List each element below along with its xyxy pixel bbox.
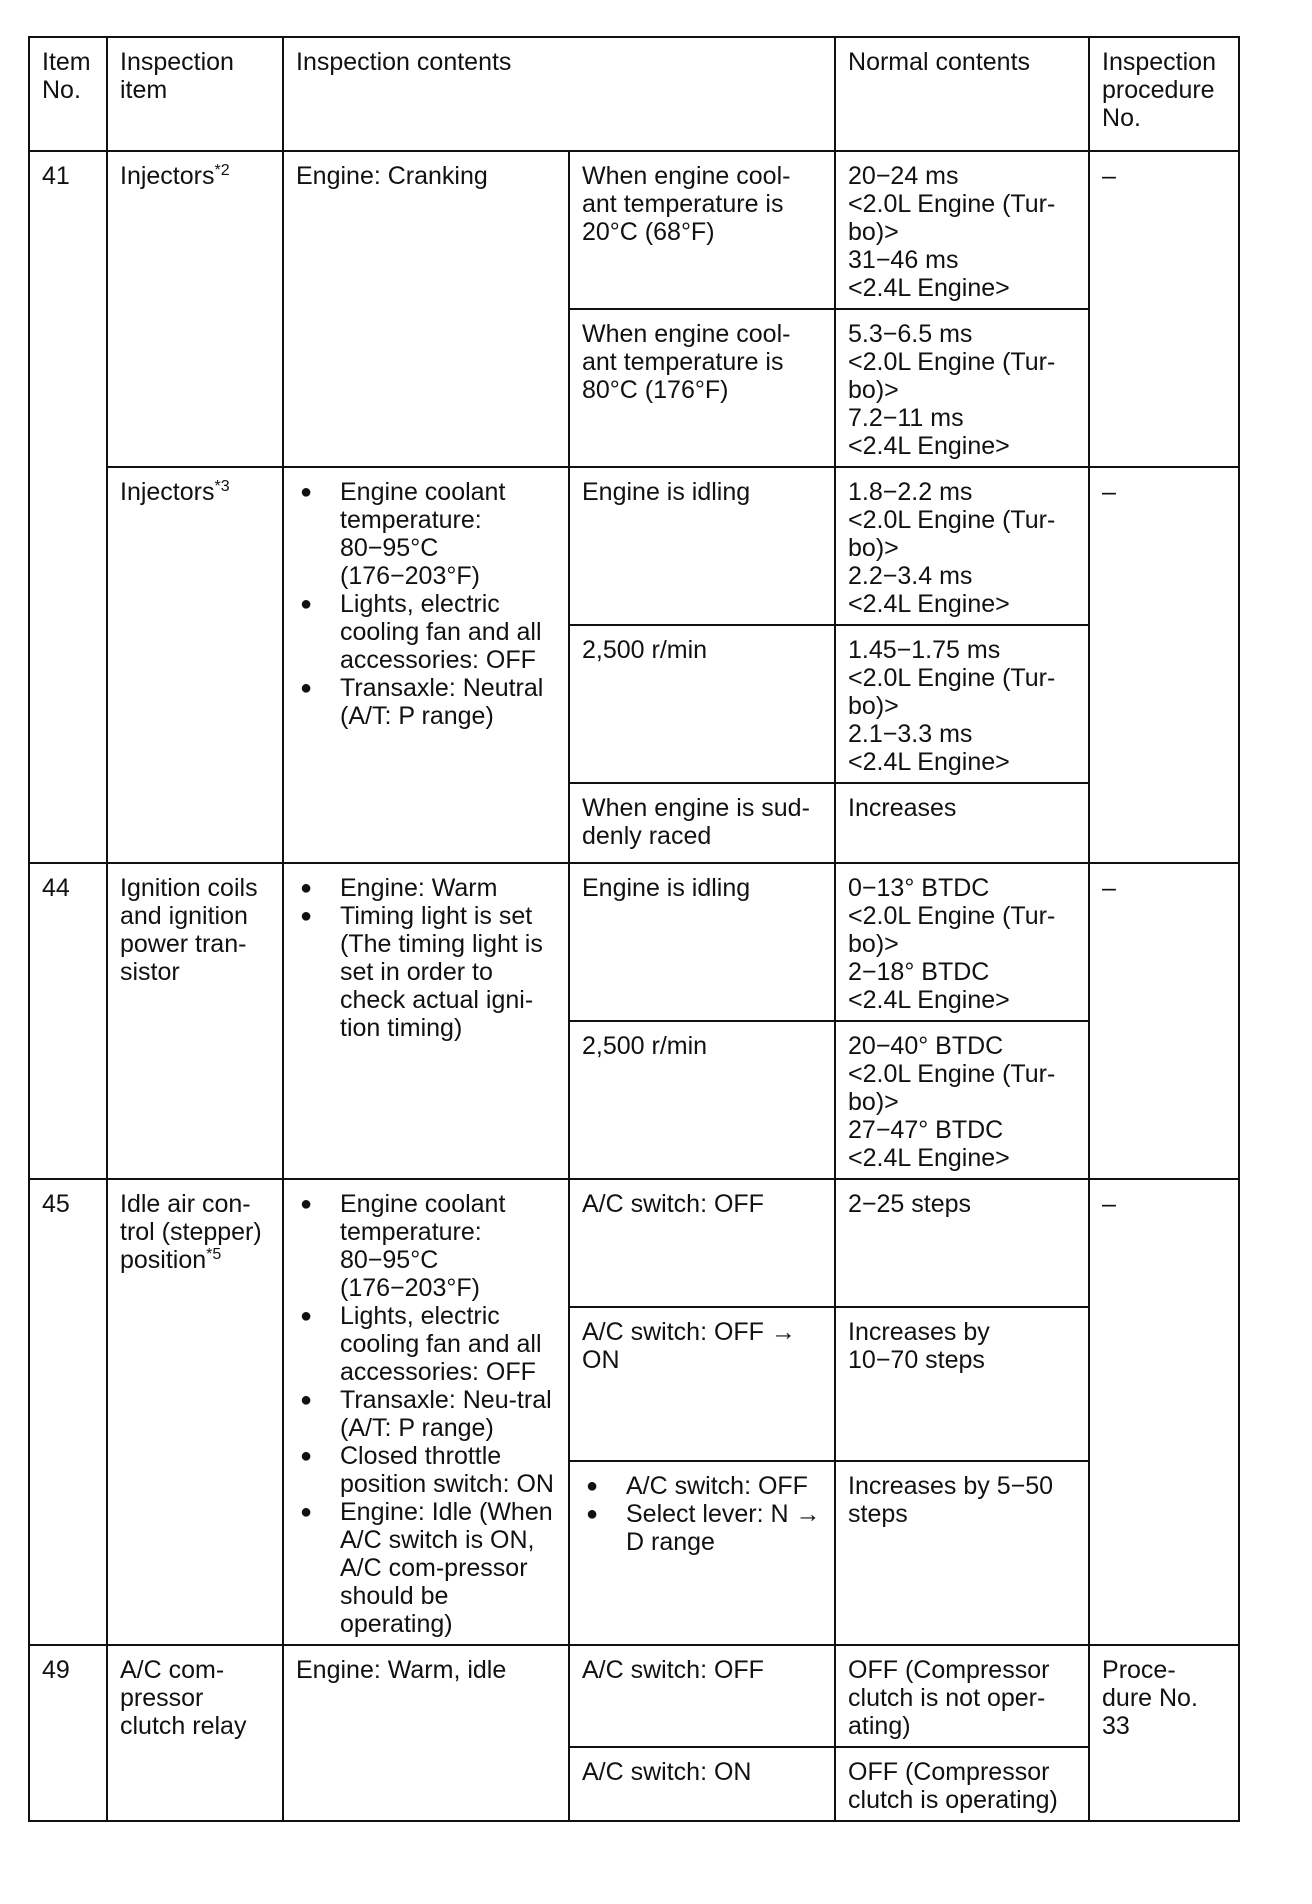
item-no-cell: 49 <box>29 1645 107 1821</box>
table-row <box>29 467 1239 625</box>
procedure-cell: Proce- dure No. 33 <box>1089 1645 1239 1821</box>
sub-condition-cell: A/C switch: OFF <box>569 1645 835 1747</box>
inspection-condition-cell <box>283 1179 569 1645</box>
header-row <box>29 37 1239 151</box>
sub-condition-cell: A/C switch: OFF <box>569 1179 835 1307</box>
inspection-item-cell: Ignition coils and ignition power tran- sistor <box>107 863 283 1179</box>
table-row <box>29 1179 1239 1307</box>
header-item-no: Item No. <box>29 37 107 151</box>
procedure-cell: – <box>1089 863 1239 1179</box>
condition-bullet: ● A/C switch: OFF <box>582 1472 824 1500</box>
normal-value-cell: OFF (Compressor clutch is operating) <box>835 1747 1089 1821</box>
procedure-cell: – <box>1089 467 1239 863</box>
inspection-item-cell: A/C com- pressor clutch relay <box>107 1645 283 1821</box>
normal-value-cell: 2−25 steps <box>835 1179 1089 1307</box>
item-no-cell: 45 <box>29 1179 107 1645</box>
table-row <box>29 863 1239 1021</box>
condition-bullet: ● Engine: Warm <box>296 874 558 902</box>
condition-bullet: ● Lights, electric cooling fan and all accessories: OFF <box>296 1302 558 1386</box>
sub-condition-cell: A/C switch: ON <box>569 1747 835 1821</box>
item-no-cell: 44 <box>29 863 107 1179</box>
header-normal-contents: Normal contents <box>835 37 1089 151</box>
normal-value-cell: 0−13° BTDC <2.0L Engine (Tur- bo)> 2−18° BTDC <2.4L Engine> <box>835 863 1089 1021</box>
sub-condition-cell <box>569 1461 835 1645</box>
normal-value-cell: 1.8−2.2 ms <2.0L Engine (Tur- bo)> 2.2−3.4 ms <2.4L Engine> <box>835 467 1089 625</box>
sub-condition-cell: When engine cool- ant temperature is 20°C (68°F) <box>569 151 835 309</box>
procedure-cell: – <box>1089 151 1239 467</box>
inspection-item-cell: Injectors$^{*2}$ <box>107 151 283 467</box>
header-inspection-contents: Inspection contents <box>283 37 835 151</box>
normal-value-cell: OFF (Compressor clutch is not oper- ating) <box>835 1645 1089 1747</box>
inspection-condition-cell: Engine: Cranking <box>283 151 569 467</box>
condition-bullet: ● Engine coolant temperature: 80−95°C (176−203°F) <box>296 1190 558 1302</box>
sub-condition-cell: Engine is idling <box>569 467 835 625</box>
normal-value-cell: 1.45−1.75 ms <2.0L Engine (Tur- bo)> 2.1−3.3 ms <2.4L Engine> <box>835 625 1089 783</box>
condition-bullet: ● Transaxle: Neu-tral (A/T: P range) <box>296 1386 558 1442</box>
table-row <box>29 151 1239 309</box>
item-no-cell: 41 <box>29 151 107 863</box>
condition-bullet: ● Engine coolant temperature: 80−95°C (176−203°F) <box>296 478 558 590</box>
sub-condition-cell: When engine cool- ant temperature is 80°C (176°F) <box>569 309 835 467</box>
sub-condition-cell: When engine is sud- denly raced <box>569 783 835 863</box>
condition-bullet: ● Select lever: N → D range <box>582 1500 824 1556</box>
table-row <box>29 1645 1239 1747</box>
inspection-item-cell: Injectors$^{*3}$ <box>107 467 283 863</box>
procedure-cell: – <box>1089 1179 1239 1645</box>
condition-bullet: ● Timing light is set (The timing light is set in order to check actual igni-tion timing) <box>296 902 558 1042</box>
condition-bullet: ● Engine: Idle (When A/C switch is ON, A/C com-pressor should be operating) <box>296 1498 558 1638</box>
condition-bullet: ● Closed throttle position switch: ON <box>296 1442 558 1498</box>
inspection-condition-cell: Engine: Warm, idle <box>283 1645 569 1821</box>
sub-condition-cell: 2,500 r/min <box>569 625 835 783</box>
sub-condition-cell: 2,500 r/min <box>569 1021 835 1179</box>
normal-value-cell: Increases <box>835 783 1089 863</box>
inspection-condition-cell <box>283 863 569 1179</box>
inspection-condition-cell <box>283 467 569 863</box>
normal-value-cell: 5.3−6.5 ms <2.0L Engine (Tur- bo)> 7.2−11 ms <2.4L Engine> <box>835 309 1089 467</box>
normal-value-cell: 20−24 ms <2.0L Engine (Tur- bo)> 31−46 ms <2.4L Engine> <box>835 151 1089 309</box>
sub-condition-cell: Engine is idling <box>569 863 835 1021</box>
header-inspection-item: Inspection item <box>107 37 283 151</box>
inspection-table <box>28 36 1240 1822</box>
normal-value-cell: 20−40° BTDC <2.0L Engine (Tur- bo)> 27−47° BTDC <2.4L Engine> <box>835 1021 1089 1179</box>
sub-condition-cell: A/C switch: OFF → ON <box>569 1307 835 1461</box>
condition-bullet: ● Transaxle: Neutral (A/T: P range) <box>296 674 558 730</box>
normal-value-cell: Increases by 5−50 steps <box>835 1461 1089 1645</box>
normal-value-cell: Increases by 10−70 steps <box>835 1307 1089 1461</box>
header-procedure-no: Inspection procedure No. <box>1089 37 1239 151</box>
condition-bullet: ● Lights, electric cooling fan and all accessories: OFF <box>296 590 558 674</box>
inspection-item-cell: Idle air con- trol (stepper) position$^{*5}$ <box>107 1179 283 1645</box>
